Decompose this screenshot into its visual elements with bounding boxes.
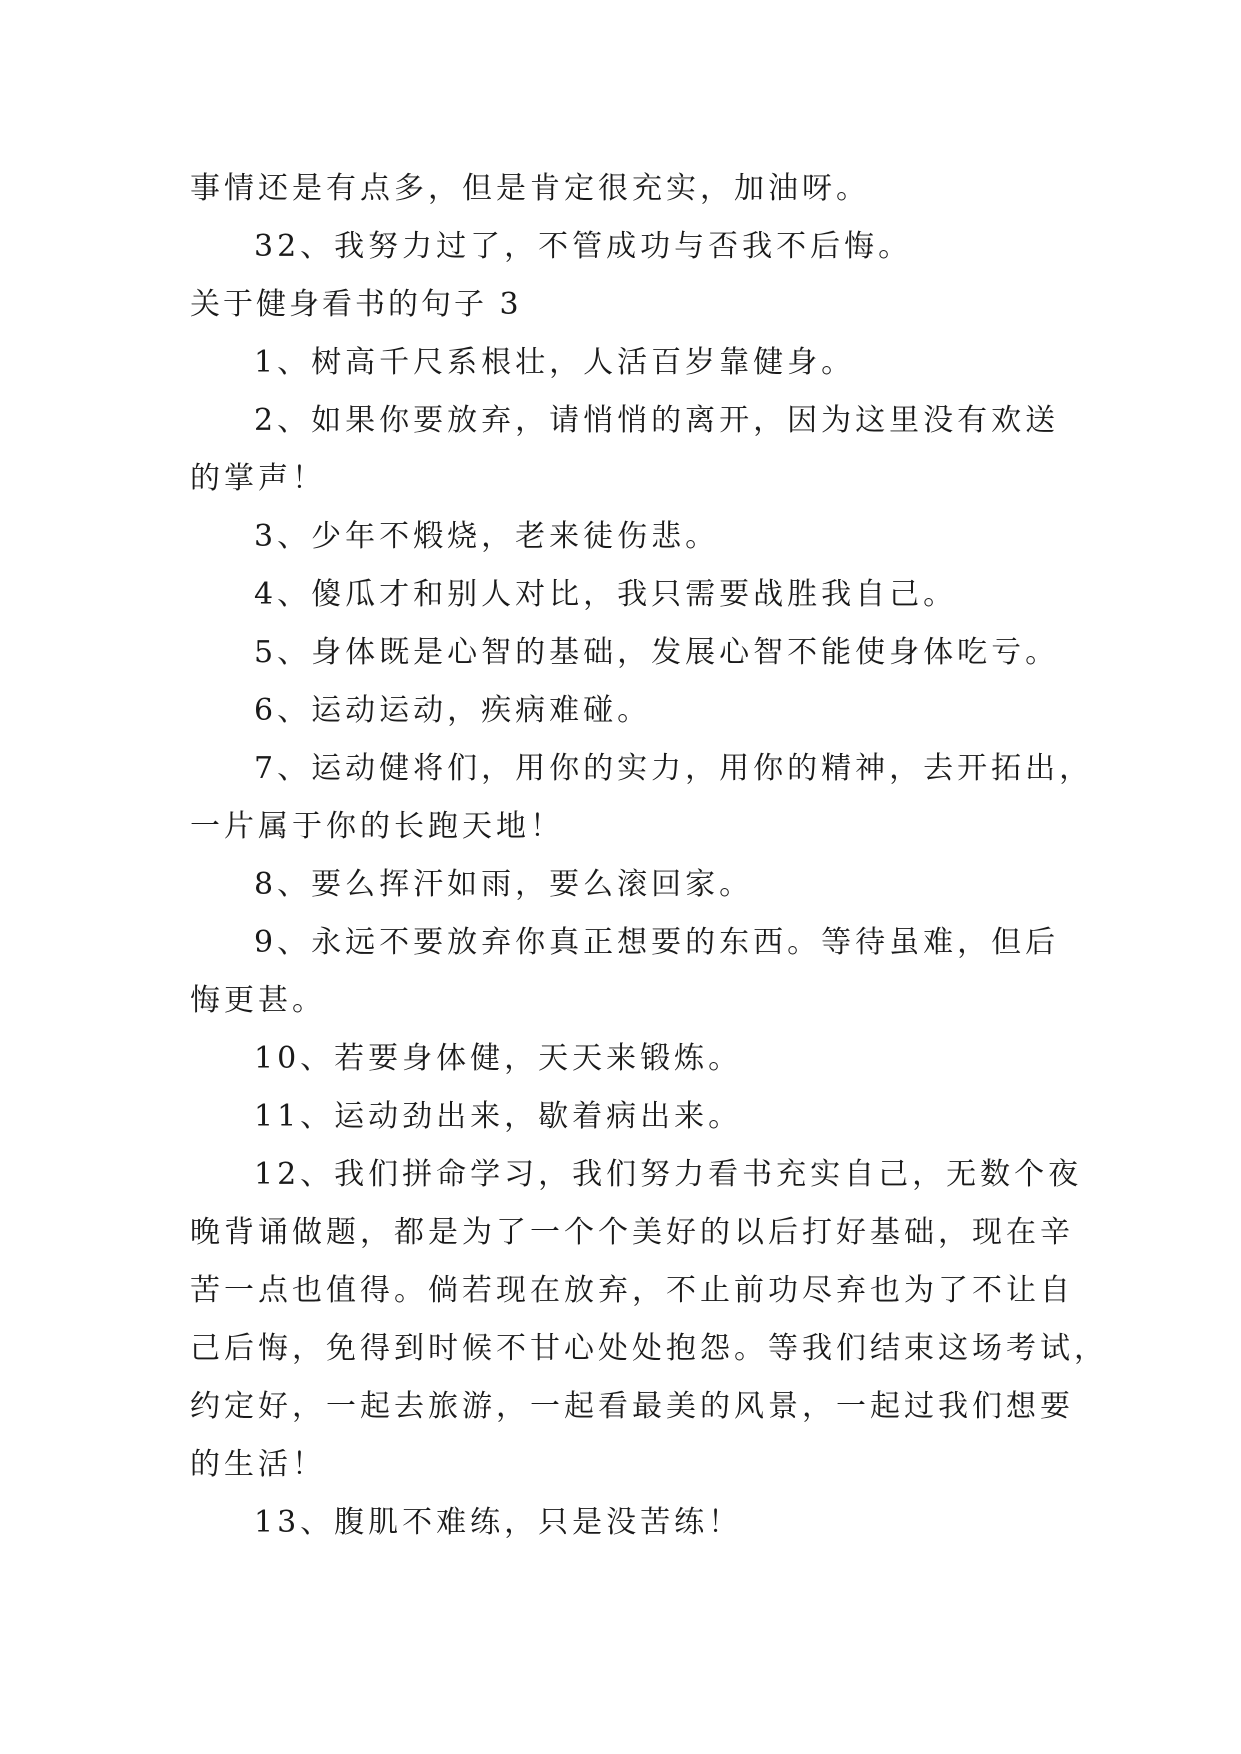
text-line: 苦一点也值得。倘若现在放弃，不止前功尽弃也为了不让自 [190,1273,1074,1308]
text-line: 12、我们拼命学习，我们努力看书充实自己，无数个夜 [254,1157,1083,1192]
section-heading: 关于健身看书的句子 3 [190,287,522,322]
text-line: 晚背诵做题，都是为了一个个美好的以后打好基础，现在辛 [190,1215,1074,1250]
text-line: 32、我努力过了，不管成功与否我不后悔。 [254,229,913,264]
text-line: 约定好，一起去旅游，一起看最美的风景，一起过我们想要 [190,1389,1074,1424]
text-line: 悔更甚。 [190,983,326,1018]
text-line: 3、少年不煅烧，老来徒伤悲。 [254,519,720,554]
text-line: 5、身体既是心智的基础，发展心智不能使身体吃亏。 [254,635,1060,670]
text-line: 13、腹肌不难练，只是没苦练！ [254,1505,743,1540]
text-line: 事情还是有点多，但是肯定很充实，加油呀。 [190,171,870,206]
text-line: 7、运动健将们，用你的实力，用你的精神，去开拓出， [254,751,1094,786]
text-line: 的掌声！ [190,461,326,496]
text-line: 4、傻瓜才和别人对比，我只需要战胜我自己。 [254,577,958,612]
text-line: 11、运动劲出来，歇着病出来。 [254,1099,743,1134]
text-line: 己后悔，免得到时候不甘心处处抱怨。等我们结束这场考试， [190,1331,1108,1366]
text-line: 的生活！ [190,1447,326,1482]
text-line: 2、如果你要放弃，请悄悄的离开，因为这里没有欢送 [254,403,1060,438]
text-line: 10、若要身体健，天天来锻炼。 [254,1041,743,1076]
text-line: 一片属于你的长跑天地！ [190,809,564,844]
text-line: 6、运动运动，疾病难碰。 [254,693,652,728]
document-body [190,160,1108,1552]
text-line: 8、要么挥汗如雨，要么滚回家。 [254,867,754,902]
text-line: 1、树高千尺系根壮，人活百岁靠健身。 [254,345,856,380]
text-line: 9、永远不要放弃你真正想要的东西。等待虽难，但后 [254,925,1060,960]
